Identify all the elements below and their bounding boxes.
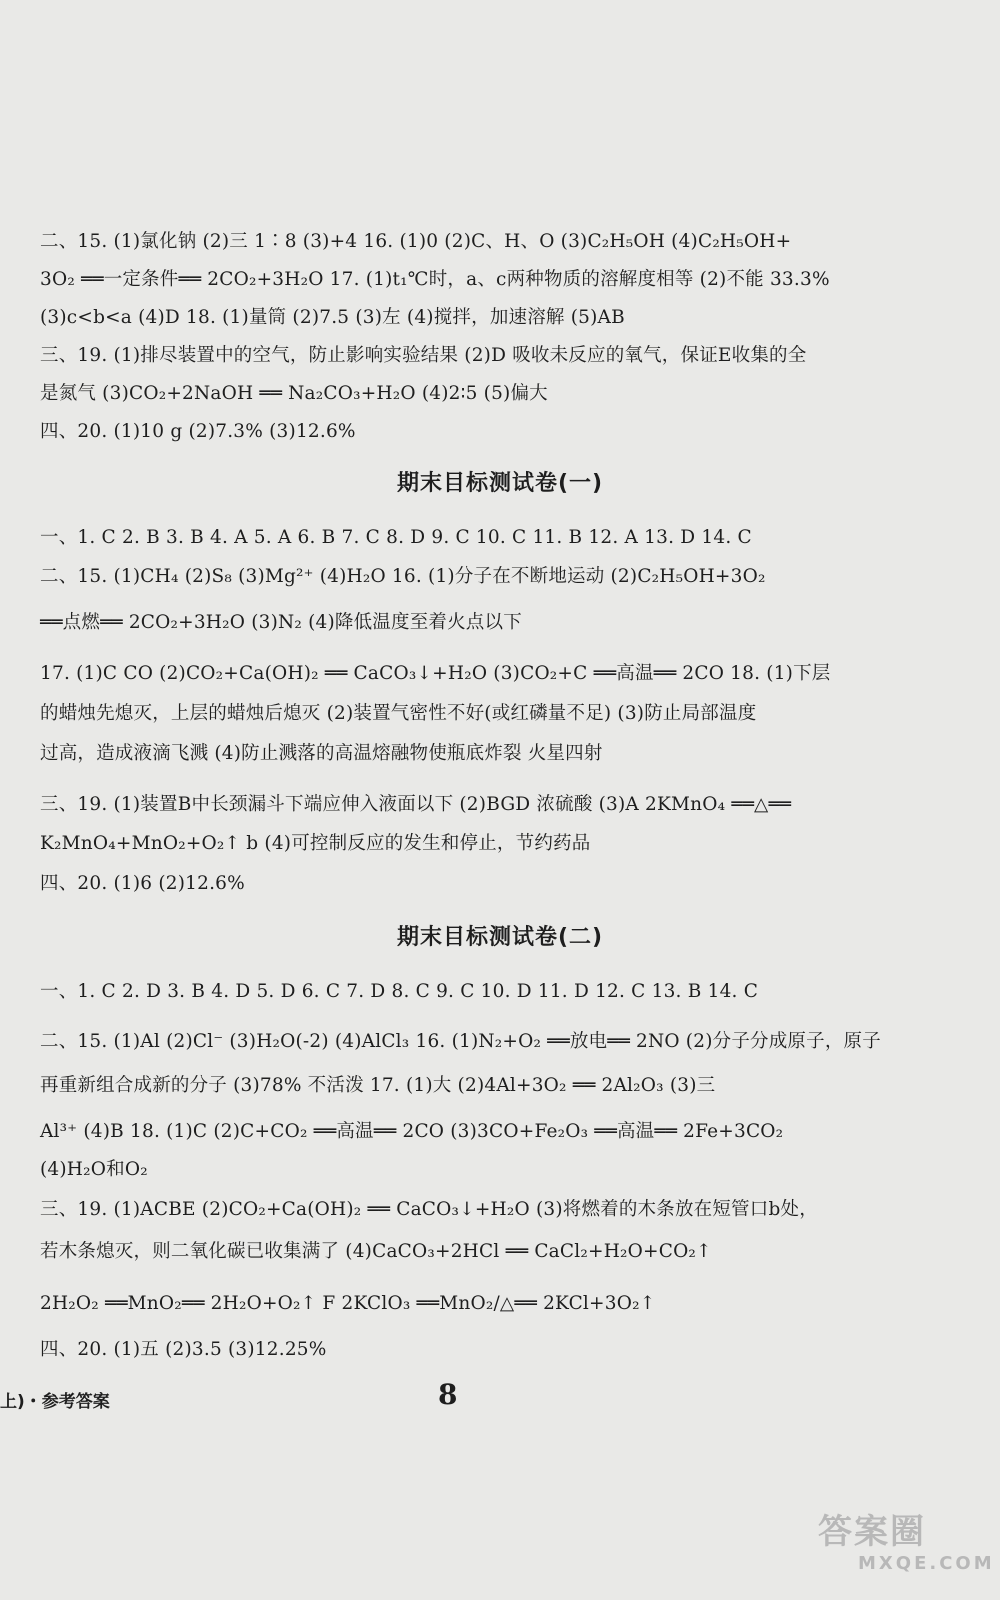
answer-line: 四、20. (1)10 g (2)7.3% (3)12.6% [40, 421, 356, 442]
answer-line: (3)c<b<a (4)D 18. (1)量筒 (2)7.5 (3)左 (4)搅拌，加速溶解 (5)AB [40, 307, 625, 328]
answer-line: 二、15. (1)Al (2)Cl⁻ (3)H₂O(-2) (4)AlCl₃ 16. (1)N₂+O₂ ══放电══ 2NO (2)分子分成原子，原子 [40, 1031, 881, 1052]
page-number: 8 [438, 1378, 458, 1411]
answer-line: 二、15. (1)CH₄ (2)S₈ (3)Mg²⁺ (4)H₂O 16. (1)分子在不断地运动 (2)C₂H₅OH+3O₂ [40, 566, 766, 587]
answer-line: K₂MnO₄+MnO₂+O₂↑ b (4)可控制反应的发生和停止，节约药品 [40, 833, 591, 854]
answer-line: ══点燃══ 2CO₂+3H₂O (3)N₂ (4)降低温度至着火点以下 [40, 612, 522, 633]
answer-line: 3O₂ ══一定条件══ 2CO₂+3H₂O 17. (1)t₁℃时，a、c两种物质的溶解度相等 (2)不能 33.3% [40, 269, 830, 290]
answer-line: 的蜡烛先熄灭，上层的蜡烛后熄灭 (2)装置气密性不好(或红磷量不足) (3)防止局部温度 [40, 703, 757, 724]
answer-line: 17. (1)C CO (2)CO₂+Ca(OH)₂ ══ CaCO₃↓+H₂O (3)CO₂+C ══高温══ 2CO 18. (1)下层 [40, 663, 831, 684]
answer-line: 一、1. C 2. D 3. B 4. D 5. D 6. C 7. D 8. C 9. C 10. D 11. D 12. C 13. B 14. C [40, 981, 759, 1002]
answer-line: 再重新组合成新的分子 (3)78% 不活泼 17. (1)大 (2)4Al+3O₂ ══ 2Al₂O₃ (3)三 [40, 1075, 716, 1096]
answer-line: 三、19. (1)ACBE (2)CO₂+Ca(OH)₂ ══ CaCO₃↓+H₂O (3)将燃着的木条放在短管口b处， [40, 1199, 818, 1220]
answer-line: 一、1. C 2. B 3. B 4. A 5. A 6. B 7. C 8. D 9. C 10. C 11. B 12. A 13. D 14. C [40, 527, 752, 548]
answer-line: 二、15. (1)氯化钠 (2)三 1∶8 (3)+4 16. (1)0 (2)C、H、O (3)C₂H₅OH (4)C₂H₅OH+ [40, 231, 792, 252]
answer-line: 四、20. (1)五 (2)3.5 (3)12.25% [40, 1339, 327, 1360]
watermark-url: MXQE.COM [858, 1553, 995, 1574]
answer-line: 四、20. (1)6 (2)12.6% [40, 873, 245, 894]
section-title: 期末目标测试卷(二) [396, 925, 604, 950]
watermark-text: 答案圈 [818, 1512, 926, 1552]
section-title: 期末目标测试卷(一) [396, 471, 604, 496]
answer-line: Al³⁺ (4)B 18. (1)C (2)C+CO₂ ══高温══ 2CO (3)3CO+Fe₂O₃ ══高温══ 2Fe+3CO₂ [40, 1121, 784, 1142]
answer-line: (4)H₂O和O₂ [40, 1159, 148, 1180]
answer-line: 若木条熄灭，则二氧化碳已收集满了 (4)CaCO₃+2HCl ══ CaCl₂+H₂O+CO₂↑ [40, 1241, 712, 1262]
answer-line: 是氮气 (3)CO₂+2NaOH ══ Na₂CO₃+H₂O (4)2∶5 (5)偏大 [40, 383, 548, 404]
answer-line: 三、19. (1)排尽装置中的空气，防止影响实验结果 (2)D 吸收未反应的氧气，保证E收集的全 [40, 345, 807, 366]
answer-line: 三、19. (1)装置B中长颈漏斗下端应伸入液面以下 (2)BGD 浓硫酸 (3)A 2KMnO₄ ══△══ [40, 794, 792, 815]
footer-label: 上)・参考答案 [0, 1392, 110, 1412]
answer-line: 过高，造成液滴飞溅 (4)防止溅落的高温熔融物使瓶底炸裂 火星四射 [40, 743, 603, 764]
answer-line: 2H₂O₂ ══MnO₂══ 2H₂O+O₂↑ F 2KClO₃ ══MnO₂/△══ 2KCl+3O₂↑ [40, 1293, 656, 1314]
watermark-logo [818, 1504, 995, 1574]
